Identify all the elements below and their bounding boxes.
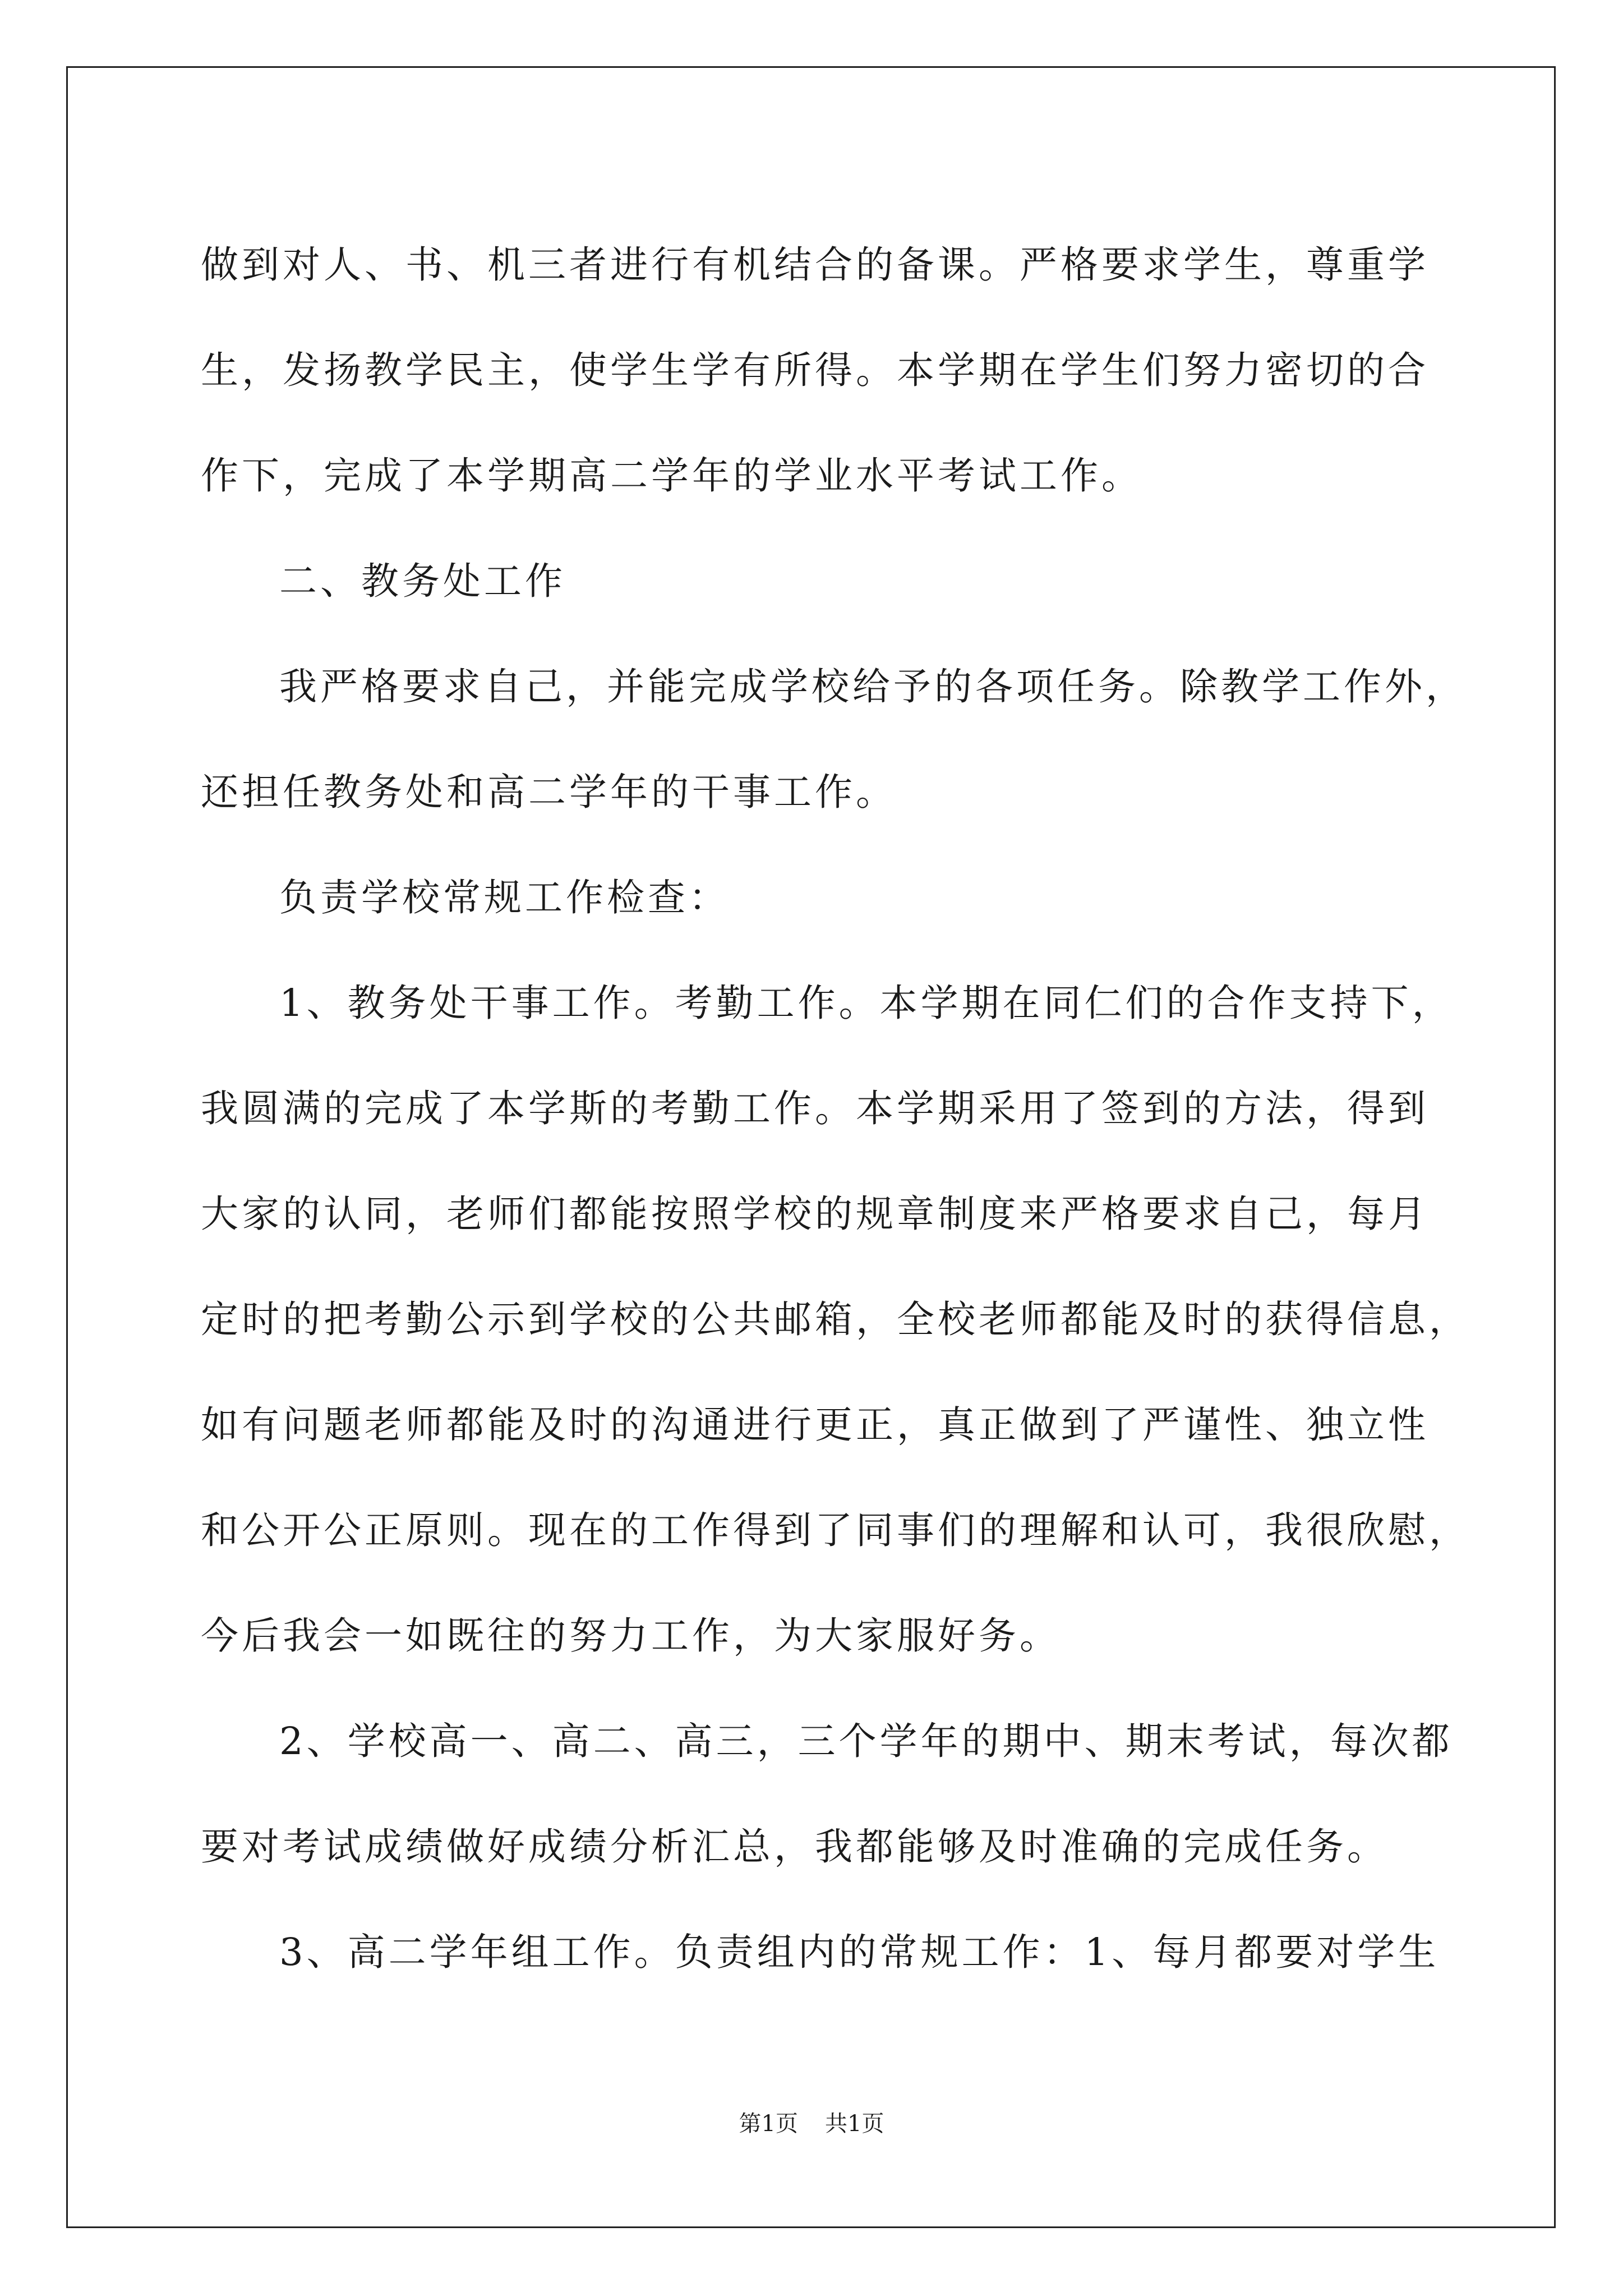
text-line: 生，发扬教学民主，使学生学有所得。本学期在学生们努力密切的合 [201,348,1429,392]
document-body [201,212,1470,2005]
text-line: 定时的把考勤公示到学校的公共邮箱，全校老师都能及时的获得信息， [201,1297,1470,1341]
text-line: 负责学校常规工作检查： [279,876,730,919]
text-line: 如有问题老师都能及时的沟通进行更正，真正做到了严谨性、独立性 [201,1403,1429,1447]
text-line: 要对考试成绩做好成绩分析汇总，我都能够及时准确的完成任务。 [201,1825,1388,1869]
text-line: 2、学校高一、高二、高三，三个学年的期中、期末考试，每次都 [279,1719,1453,1763]
text-line: 我严格要求自己，并能完成学校给予的各项任务。除教学工作外， [279,665,1467,708]
page-footer [0,2107,1623,2141]
page-number: 第1页 [739,2111,798,2137]
text-line: 3、高二学年组工作。负责组内的常规工作：1、每月都要对学生 [279,1930,1440,1974]
page-total: 共1页 [825,2111,884,2137]
text-line: 大家的认同，老师们都能按照学校的规章制度来严格要求自己，每月 [201,1192,1429,1236]
text-line: 我圆满的完成了本学斯的考勤工作。本学期采用了签到的方法，得到 [201,1087,1429,1130]
section-heading: 二、教务处工作 [279,559,566,603]
text-line: 还担任教务处和高二学年的干事工作。 [201,770,897,814]
text-line: 1、教务处干事工作。考勤工作。本学期在同仁们的合作支持下， [279,981,1453,1025]
text-line: 做到对人、书、机三者进行有机结合的备课。严格要求学生，尊重学 [201,243,1429,287]
text-line: 作下，完成了本学期高二学年的学业水平考试工作。 [201,454,1142,498]
text-line: 和公开公正原则。现在的工作得到了同事们的理解和认可，我很欣慰， [201,1508,1470,1552]
text-line: 今后我会一如既往的努力工作，为大家服好务。 [201,1614,1061,1658]
